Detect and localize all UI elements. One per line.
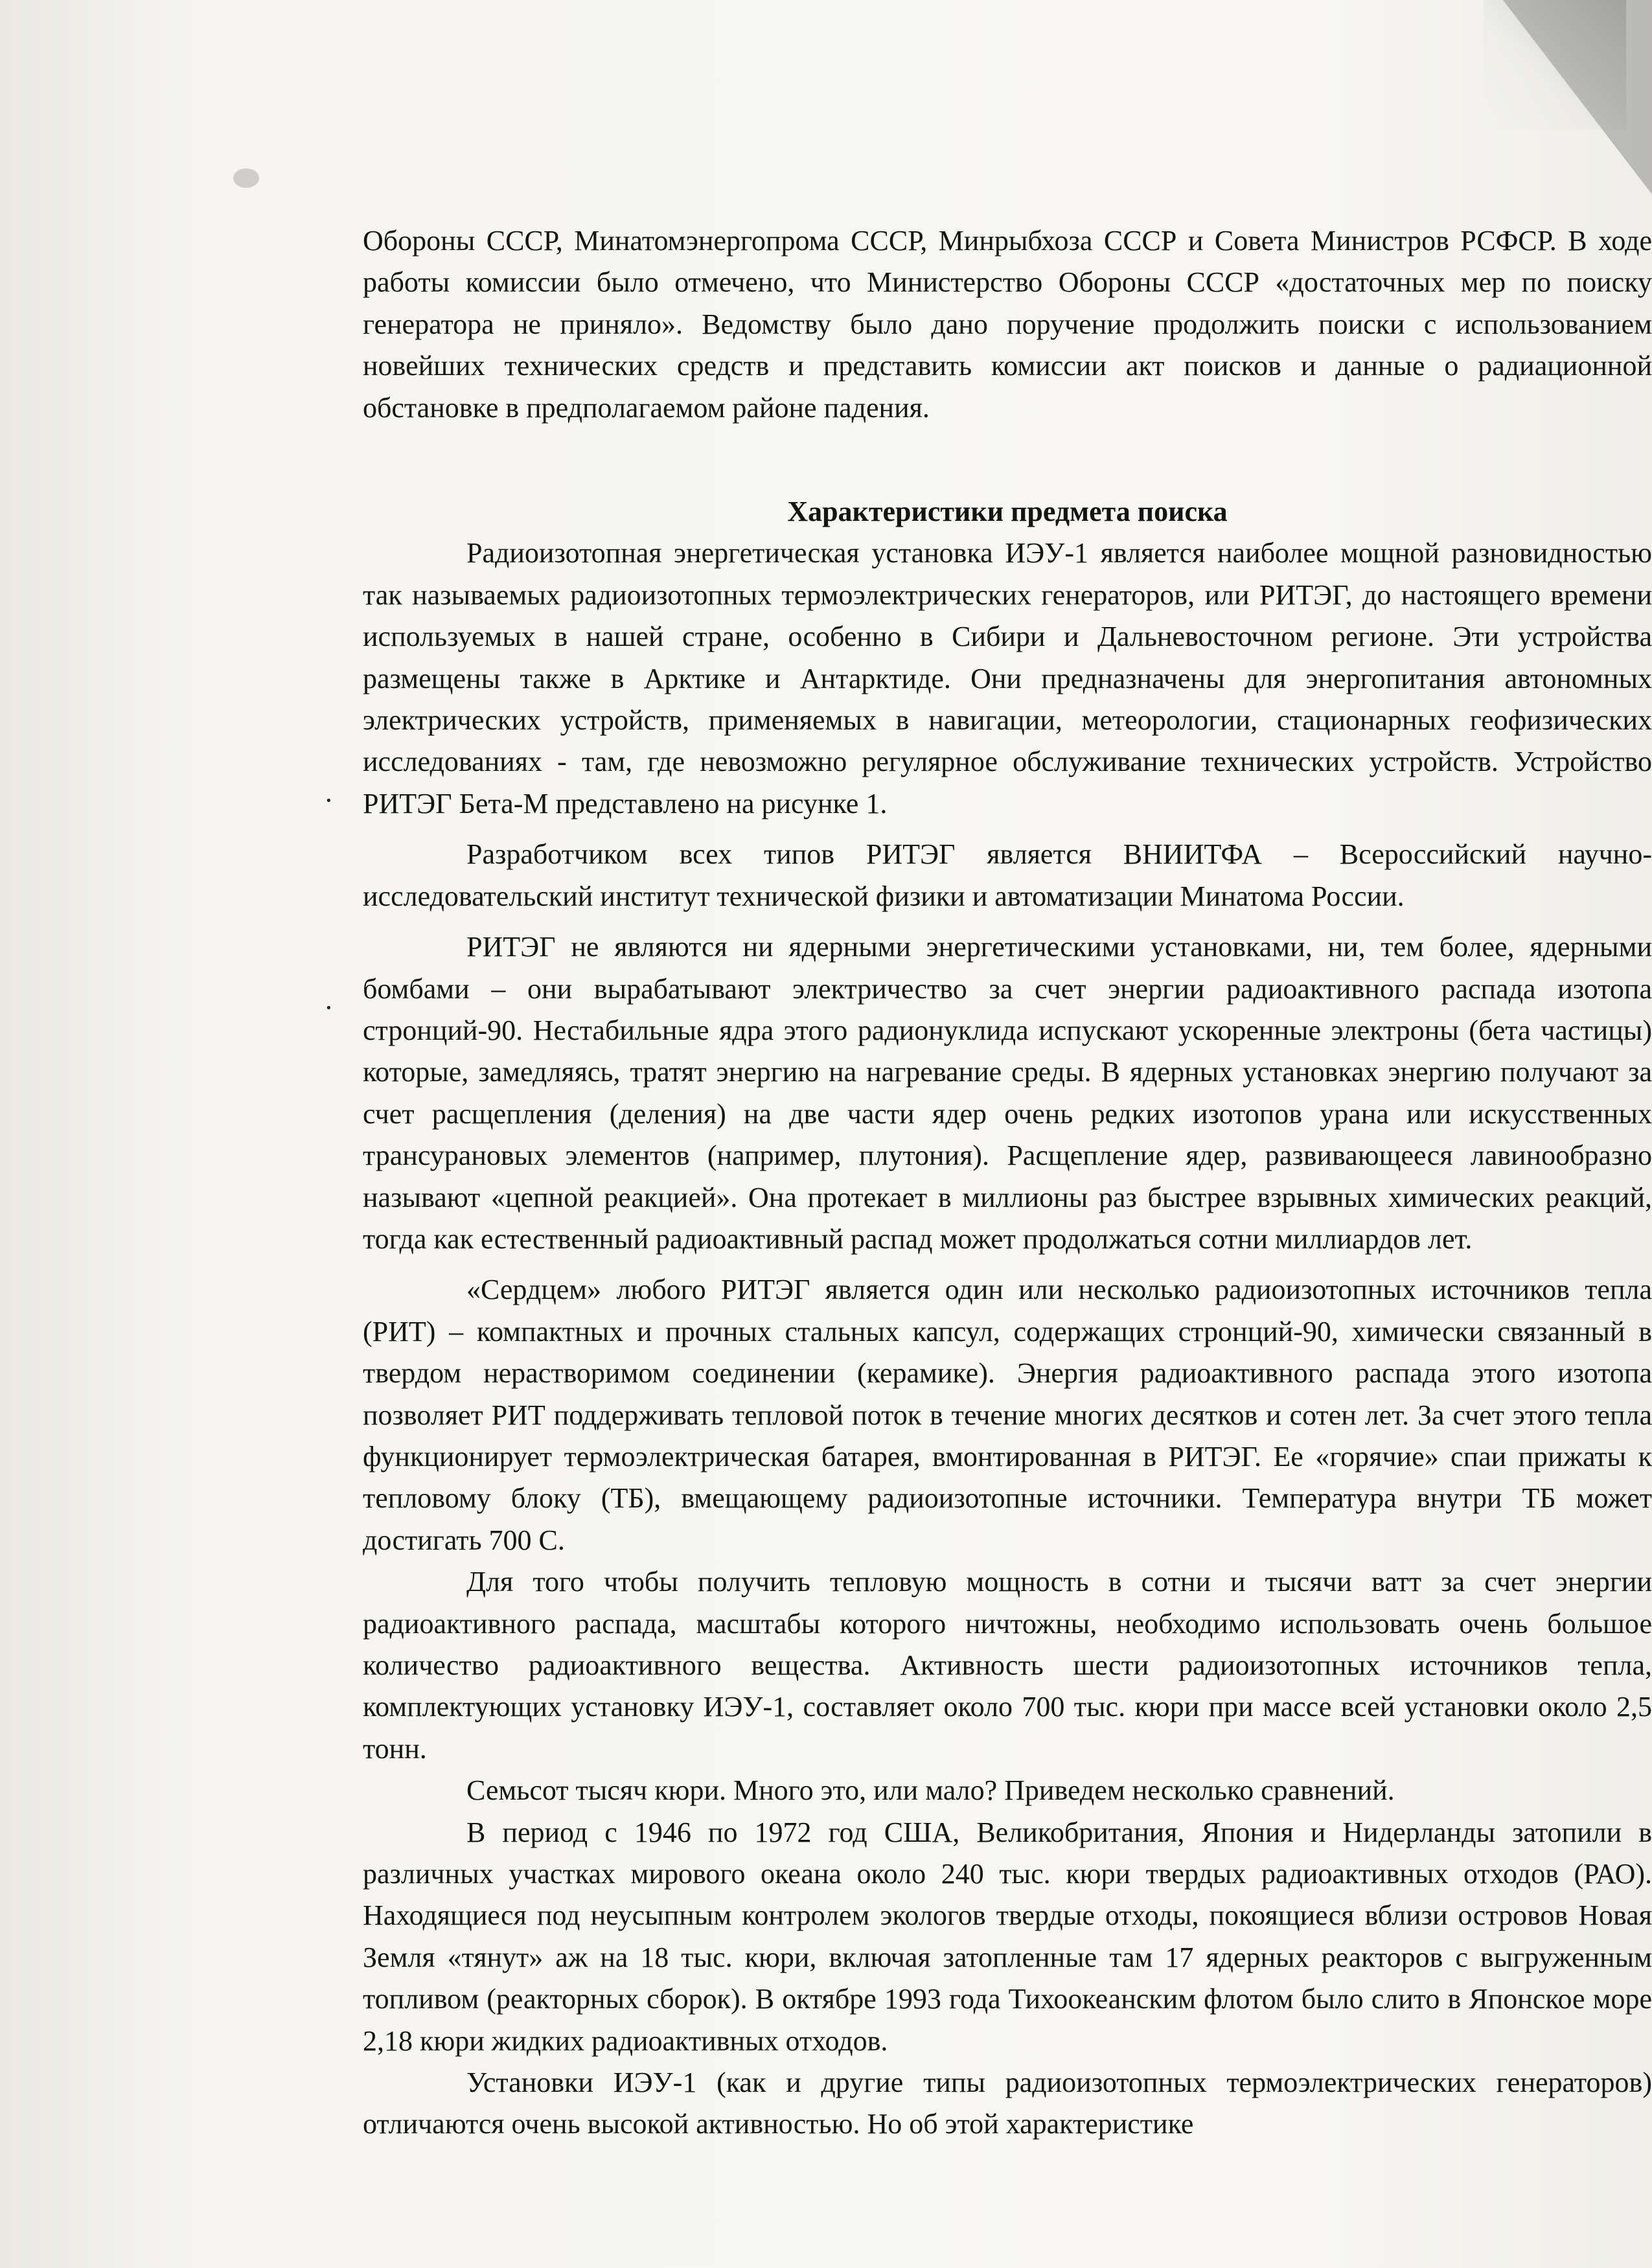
ink-smudge [233, 168, 259, 188]
paragraph: «Сердцем» любого РИТЭГ является один или несколько радиоизотопных источников тепла (РИТ) – компактных и прочных стальных капсул, содержащих стронций-90, химически связанный в твердом нерастворимом соединении (керамике). Энергия радиоактивного распада этого изотопа позволяет РИТ поддерживать тепловой поток в течение многих десятков и сотен лет. За счет этого тепла функционирует термоэлектрическая батарея, вмонтированная в РИТЭГ. Ее «горячие» спаи прижаты к тепловому блоку (ТБ), вмещающему радиоизотопные источники. Температура внутри ТБ может достигать 700 С. [363, 1274, 1652, 1556]
paragraph: Установки ИЭУ-1 (как и другие типы радиоизотопных термоэлектрических генераторов) отличаются очень высокой активностью. Но об этой характеристике [363, 2067, 1652, 2140]
folded-corner-shadow [1484, 0, 1626, 130]
paragraph: Семьсот тысяч кюри. Много это, или мало? Приведем несколько сравнений. [466, 1774, 1395, 1807]
paragraph: РИТЭГ не являются ни ядерными энергетическими установками, ни, тем более, ядерными бомбами – они вырабатывают электричество за счет энергии радиоактивного распада изотопа стронций-90. Нестабильные ядра этого радионуклида испускают ускоренные электроны (бета частицы) которые, замедляясь, тратят энергию на нагревание среды. В ядерных установках энергию получают за счет расщепления (деления) на две части ядер очень редких изотопов урана или искусственных трансурановых элементов (например, плутония). Расщепление ядер, развивающееся лавинообразно называют «цепной реакцией». Она протекает в миллионы раз быстрее взрывных химических реакций, тогда как естественный радиоактивный распад может продолжаться сотни миллиардов лет. [363, 931, 1652, 1255]
paragraph: Радиоизотопная энергетическая установка ИЭУ-1 является наиболее мощной разновидностью так называемых радиоизотопных термоэлектрических генераторов, или РИТЭГ, до настоящего времени используемых в нашей стране, особенно в Сибири и Дальневосточном регионе. Эти устройства размещены также в Арктике и Антарктиде. Они предназначены для энергопитания автономных электрических устройств, применяемых в навигации, метеорологии, стационарных геофизических исследованиях - там, где невозможно регулярное обслуживание технических устройств. Устройство РИТЭГ Бета-М представлено на рисунке 1. [363, 537, 1652, 819]
document-body [363, 220, 1652, 2146]
margin-dot: · [324, 785, 334, 816]
section-title: Характеристики предмета поиска [787, 496, 1228, 528]
margin-dot: · [324, 992, 334, 1024]
paragraph: В период с 1946 по 1972 год США, Великобритания, Япония и Нидерланды затопили в различных участках мирового океана около 240 тыс. кюри твердых радиоактивных отходов (РАО). Находящиеся под неусыпным контролем экологов твердые отходы, покоящиеся вблизи островов Новая Земля «тянут» аж на 18 тыс. кюри, включая затопленные там 17 ядерных реакторов с выгруженным топливом (реакторных сборок). В октябре 1993 года Тихоокеанским флотом было слито в Японское море 2,18 кюри жидких радиоактивных отходов. [363, 1816, 1652, 2057]
paragraph: Для того чтобы получить тепловую мощность в сотни и тысячи ватт за счет энергии радиоактивного распада, масштабы которого ничтожны, необходимо использовать очень большое количество радиоактивного вещества. Активность шести радиоизотопных источников тепла, комплектующих установку ИЭУ-1, составляет около 700 тыс. кюри при массе всей установки около 2,5 тонн. [363, 1566, 1652, 1765]
bleed-through-left [0, 194, 337, 899]
paragraph: Разработчиком всех типов РИТЭГ является ВНИИТФА – Всероссийский научно-исследовательский институт технической физики и автоматизации Минатома России. [363, 838, 1652, 912]
paragraph-continuation: Обороны СССР, Минатомэнергопрома СССР, Минрыбхоза СССР и Совета Министров РСФСР. В ходе работы комиссии было отмечено, что Министерство Обороны СССР «достаточных мер по поиску генератора не приняло». Ведомству было дано поручение продолжить поиски с использованием новейших технических средств и представить комиссии акт поисков и данные о радиационной обстановке в предполагаемом районе падения. [363, 225, 1652, 424]
